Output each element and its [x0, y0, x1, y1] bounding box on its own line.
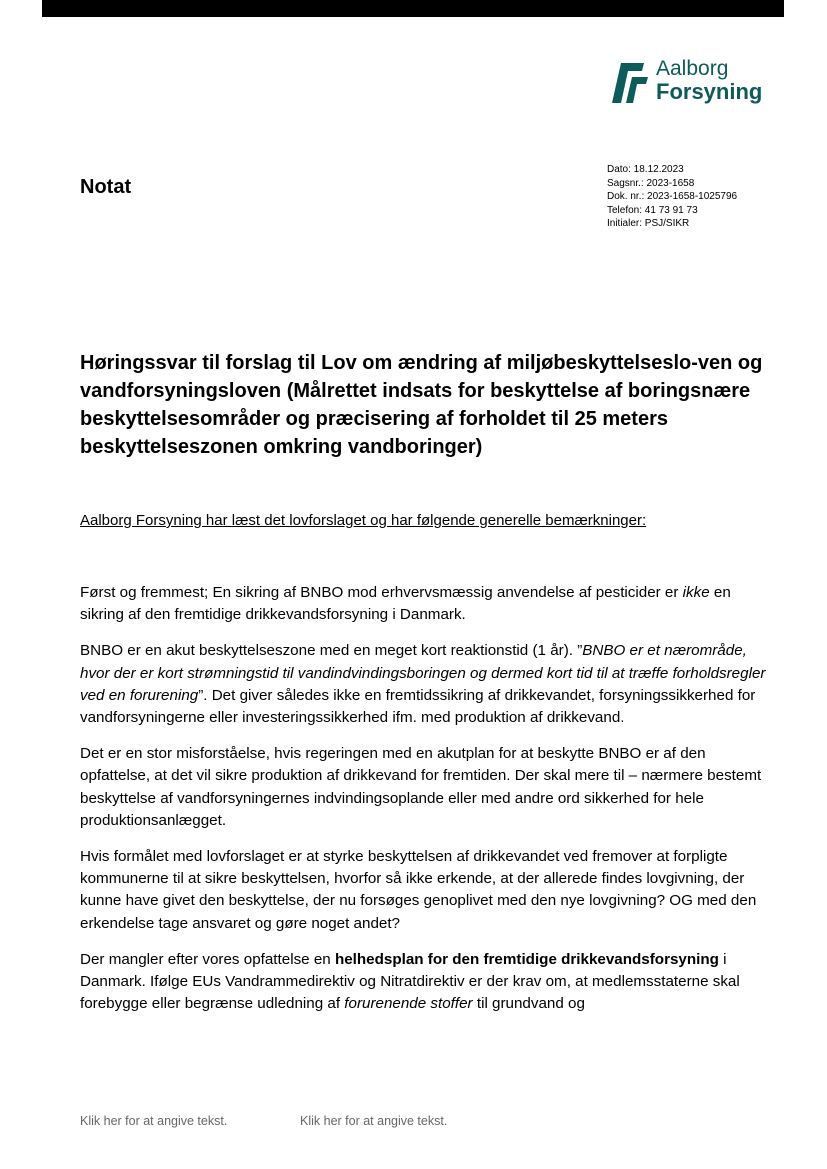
top-bar — [42, 0, 784, 17]
meta-document-number: Dok. nr.: 2023-1658-1025796 — [607, 191, 738, 203]
document-body — [80, 582, 772, 1029]
logo-mark-icon — [606, 59, 650, 103]
logo-text-line1: Aalborg — [656, 57, 729, 80]
footer-placeholder-left[interactable]: Klik her for at angive tekst. — [80, 1114, 228, 1128]
document-metadata — [607, 163, 737, 231]
footer-placeholder-right[interactable]: Klik her for at angive tekst. — [300, 1114, 448, 1128]
logo-text-line2: Forsyning — [656, 79, 763, 104]
paragraph-4: Hvis formålet med lovforslaget er at styrke beskyttelsen af drikkevandet ved fremover at forpligte kommunerne til at sikre beskyttelsen, hvorfor så ikke erkende, at der allerede findes lovgivning, der kunne have givet den beskyttelse, der nu forsøges genoplivet med den nye lovgivning? OG med den erkendelse tage ansvaret og gøre noget andet? — [80, 848, 757, 932]
section-subheading: Aalborg Forsyning har læst det lovforslaget og har følgende generelle bemærkninger: — [80, 512, 647, 529]
document-title: Høringssvar til forslag til Lov om ændring af miljøbeskyttelseslo-ven og vandforsyningsloven (Målrettet indsats for beskyttelse af boringsnære beskyttelsesområder og præcisering af forholdet til 25 meters beskyttelseszonen omkring vandboringer) — [80, 352, 763, 458]
document-type-heading: Notat — [80, 176, 132, 198]
paragraph-1: Først og fremmest; En sikring af BNBO mod erhvervsmæssig anvendelse af pesticider er ikke en sikring af den fremtidige drikkevandsforsyning i Danmark. — [80, 584, 731, 624]
paragraph-5: Der mangler efter vores opfattelse en helhedsplan for den fremtidige drikkevandsforsyning i Danmark. Ifølge EUs Vandrammedirektiv og Nitratdirektiv er der krav om, at medlemsstaterne skal forebygge eller begrænse udledning af forurenende stoffer til grundvand og — [80, 950, 740, 1013]
paragraph-2: BNBO er en akut beskyttelseszone med en meget kort reaktionstid (1 år). ”BNBO er et nærområde, hvor der er kort strømningstid til vandindvindingsboringen og dermed kort tid til at træffe forholdsregler ved en forurening”. Det giver således ikke en fremtidssikring af drikkevandet, forsyningssikkerhed for vandforsyningerne eller investeringssikkerhed ifm. med produktion af drikkevand. — [80, 642, 766, 727]
meta-date: Dato: 18.12.2023 — [607, 164, 684, 175]
meta-initials: Initialer: PSJ/SIKR — [607, 218, 690, 230]
meta-case-number: Sagsnr.: 2023-1658 — [607, 177, 695, 189]
paragraph-3: Det er en stor misforståelse, hvis regeringen med en akutplan for at beskytte BNBO er af den opfattelse, at det vil sikre produktion af drikkevand for fremtiden. Der skal mere til – nærmere bestemt beskyttelse af vandforsyningernes indvindingsoplande eller med andre ord sikkerhed for hele produktionsanlægget. — [80, 745, 762, 829]
meta-phone: Telefon: 41 73 91 73 — [607, 204, 698, 216]
aalborg-forsyning-logo — [606, 57, 776, 107]
